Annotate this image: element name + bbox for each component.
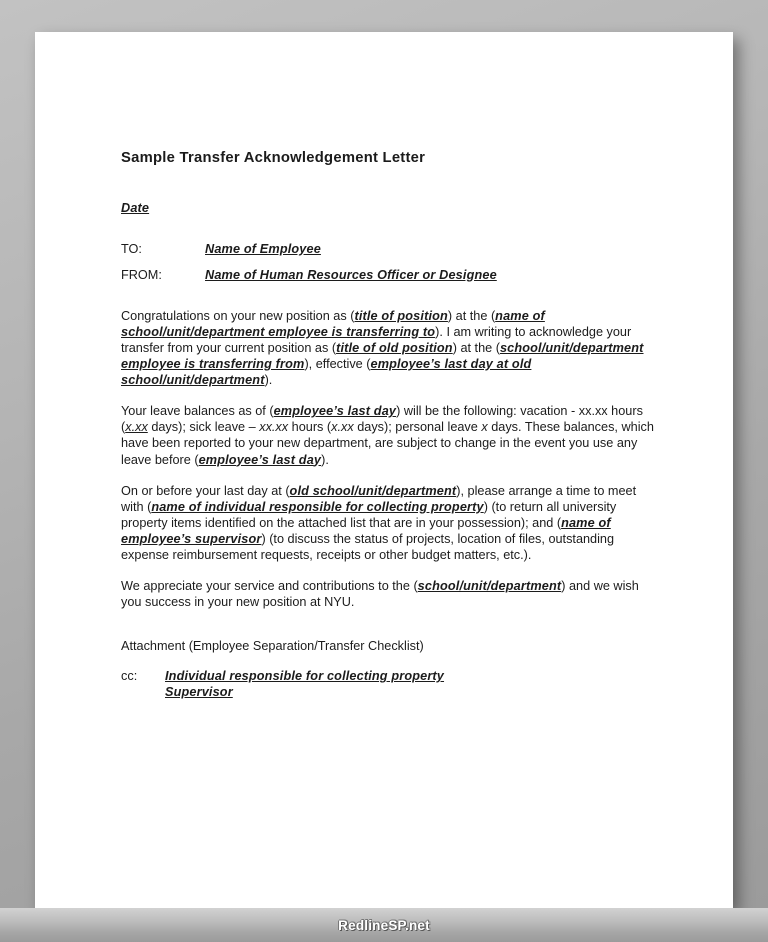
p3-placeholder-old-department: old school/unit/department <box>289 483 457 498</box>
p2-s1: Your leave balances as of ( <box>121 404 274 419</box>
page-title: Sample Transfer Acknowledgement Letter <box>121 150 426 166</box>
attachment-line: Attachment (Employee Separation/Transfer Checklist) <box>121 639 424 654</box>
p1-placeholder-last-day: employee’s last day at old school/unit/department <box>121 357 532 388</box>
p1-placeholder-title-of-position: title of position <box>354 308 448 323</box>
p3-s3: ) (to return all university property items identified on the attached list that are in your possession); and ( <box>121 499 617 530</box>
p1-s2: ) at the ( <box>447 308 496 323</box>
to-row <box>121 242 655 256</box>
p3-s1: On or before your last day at ( <box>121 483 290 498</box>
paragraph-congratulations <box>121 308 655 388</box>
paragraph-property-return <box>121 483 655 563</box>
p2-s5: days); personal leave <box>353 420 482 435</box>
p3-placeholder-supervisor: name of employee’s supervisor <box>121 515 611 546</box>
letter-content <box>121 150 655 701</box>
address-block <box>121 242 655 282</box>
p3-s4: ) (to discuss the status of projects, location of files, outstanding expense reimbursement requests, receipts or other budget matters, etc.). <box>121 531 615 562</box>
p1-s1: Congratulations on your new position as ( <box>121 308 355 323</box>
paragraph-closing <box>121 578 655 610</box>
p1-s3: ). I am writing to acknowledge your transfer from your current position as ( <box>121 324 632 355</box>
p1-placeholder-old-position: title of old position <box>336 340 453 355</box>
p1-placeholder-new-department: name of school/unit/department employee is transferring to <box>121 308 545 339</box>
watermark-text: RedlineSP.net <box>338 917 430 933</box>
p4-s2: ) and we wish you success in your new position at NYU. <box>121 579 639 610</box>
p2-placeholder-vacation-days: x.xx <box>125 420 148 435</box>
p2-s4: hours ( <box>288 420 332 435</box>
document-page <box>35 32 733 908</box>
p4-placeholder-department: school/unit/department <box>417 579 562 594</box>
p3-s2: ), please arrange a time to meet with ( <box>121 483 637 514</box>
from-row <box>121 268 655 282</box>
to-label: TO: <box>121 241 142 256</box>
p2-s6: days. These balances, which have been reported to your new department, are subject to change in the event you use any leave before ( <box>121 420 654 467</box>
cc-value-1: Individual responsible for collecting property <box>165 669 445 684</box>
p1-s5: ), effective ( <box>304 357 371 372</box>
p2-sick-days: x.xx <box>331 420 354 435</box>
cc-value-2: Supervisor <box>165 685 233 700</box>
to-value: Name of Employee <box>205 241 321 256</box>
from-label: FROM: <box>121 267 162 282</box>
from-value: Name of Human Resources Officer or Designee <box>205 267 497 282</box>
paragraph-leave-balances <box>121 403 655 467</box>
p4-s1: We appreciate your service and contributions to the ( <box>121 579 418 594</box>
p3-placeholder-property-collector: name of individual responsible for collecting property <box>151 499 484 514</box>
p2-s3: days); sick leave – <box>147 420 260 435</box>
cc-label: cc: <box>121 669 138 684</box>
date-line <box>121 201 655 215</box>
p2-personal-days: x <box>481 420 488 435</box>
date-placeholder: Date <box>121 200 150 215</box>
p1-placeholder-old-department: school/unit/department employee is transferring from <box>121 340 644 372</box>
cc-block <box>121 668 655 700</box>
watermark-band <box>0 908 768 942</box>
p1-s6: ). <box>264 373 273 388</box>
p2-placeholder-last-day-2: employee’s last day <box>198 452 322 467</box>
p2-s2: ) will be the following: vacation - xx.xx hours ( <box>121 404 643 435</box>
p2-s7: ). <box>321 452 329 467</box>
p1-s4: ) at the ( <box>452 340 500 355</box>
p2-sick-hours: xx.xx <box>259 420 289 435</box>
cc-values <box>165 668 655 700</box>
p2-placeholder-last-day: employee’s last day <box>273 404 397 419</box>
